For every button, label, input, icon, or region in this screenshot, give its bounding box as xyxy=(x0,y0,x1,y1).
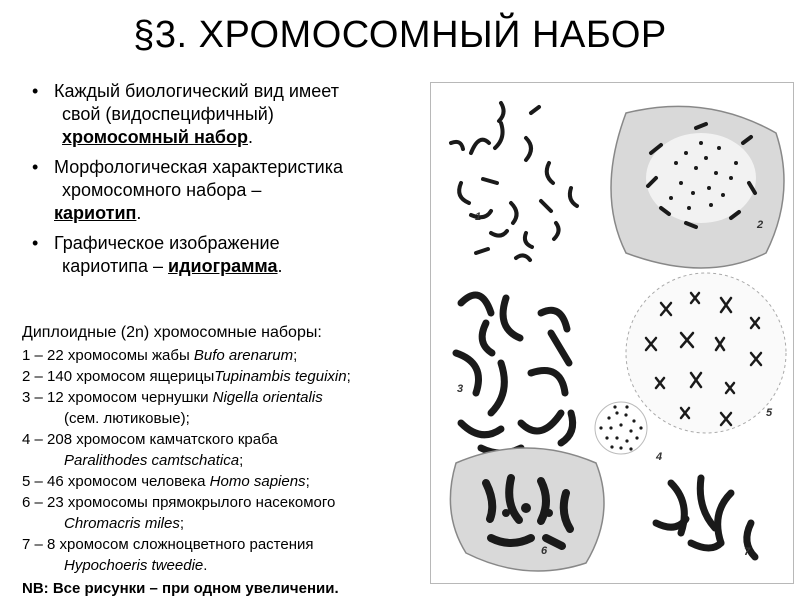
bullet-idiogram xyxy=(24,232,424,278)
nb-note: NB: Все рисунки – при одном увеличении. xyxy=(22,580,339,597)
bullet-dot-icon: • xyxy=(32,233,39,253)
set-5-homo xyxy=(626,273,786,433)
list-item: 5 – 46 хромосом человека Homo sapiens; xyxy=(22,473,310,490)
term-karyotype: кариотип xyxy=(54,203,137,223)
list-item-cont: Hypochoeris tweedie. xyxy=(64,557,208,574)
list-item: 4 – 208 хромосом камчатского краба xyxy=(22,431,278,448)
chromosome-illustration xyxy=(431,83,793,583)
bullet-line: Графическое изображение xyxy=(54,233,280,253)
list-item-cont: Paralithodes camtschatica; xyxy=(64,452,244,469)
figure-label-3: 3 xyxy=(457,383,464,395)
diploid-list xyxy=(22,322,427,576)
punct: . xyxy=(277,256,283,276)
bullet-dot-icon: • xyxy=(32,81,39,101)
term-idiogram: идиограмма xyxy=(168,256,278,276)
figure-label-2: 2 xyxy=(757,219,764,231)
list-item: 2 – 140 хромосом ящерицыTupinambis teguixin; xyxy=(22,368,351,385)
set-2-tupinambis xyxy=(611,106,784,268)
set-1-bufo xyxy=(451,103,577,260)
figure-label-4: 4 xyxy=(656,451,663,463)
list-item-cont: (сем. лютиковые); xyxy=(64,410,190,427)
list-item: 1 – 22 хромосомы жабы Bufo arenarum; xyxy=(22,347,298,364)
set-3-nigella xyxy=(456,295,573,453)
page-title: §3. ХРОМОСОМНЫЙ НАБОР xyxy=(133,14,667,56)
term-chromosome-set: хромосомный набор xyxy=(62,127,248,147)
list-item-cont: Chromacris miles; xyxy=(64,515,185,532)
figure-label-6: 6 xyxy=(541,545,548,557)
set-6-chromacris xyxy=(450,448,604,571)
punct: . xyxy=(248,127,254,147)
figure-label-7: 7 xyxy=(744,546,751,558)
bullet-line: Каждый биологический вид имеет xyxy=(54,81,339,101)
set-7-hypochoeris xyxy=(656,478,755,557)
diploid-heading: Диплоидные (2n) хромосомные наборы: xyxy=(22,324,322,341)
bullet-list xyxy=(24,80,424,285)
bullet-line: свой (видоспецифичный) xyxy=(62,104,274,124)
chromosome-figure xyxy=(430,82,794,584)
list-item: 6 – 23 хромосомы прямокрылого насекомого xyxy=(22,494,336,511)
bullet-species xyxy=(24,80,424,149)
punct: . xyxy=(136,203,142,223)
bullet-line: кариотипа – xyxy=(62,256,169,276)
figure-label-1: 1 xyxy=(475,211,482,223)
bullet-dot-icon: • xyxy=(32,157,39,177)
bullet-line: хромосомного набора – xyxy=(62,180,262,200)
bullet-karyotype xyxy=(24,156,424,225)
list-item: 3 – 12 хромосом чернушки Nigella orientalis xyxy=(22,389,323,406)
figure-label-5: 5 xyxy=(766,407,773,419)
bullet-line: Морфологическая характеристика xyxy=(54,157,344,177)
set-4-paralithodes xyxy=(595,402,647,454)
list-item: 7 – 8 хромосом сложноцветного растения xyxy=(22,536,314,553)
